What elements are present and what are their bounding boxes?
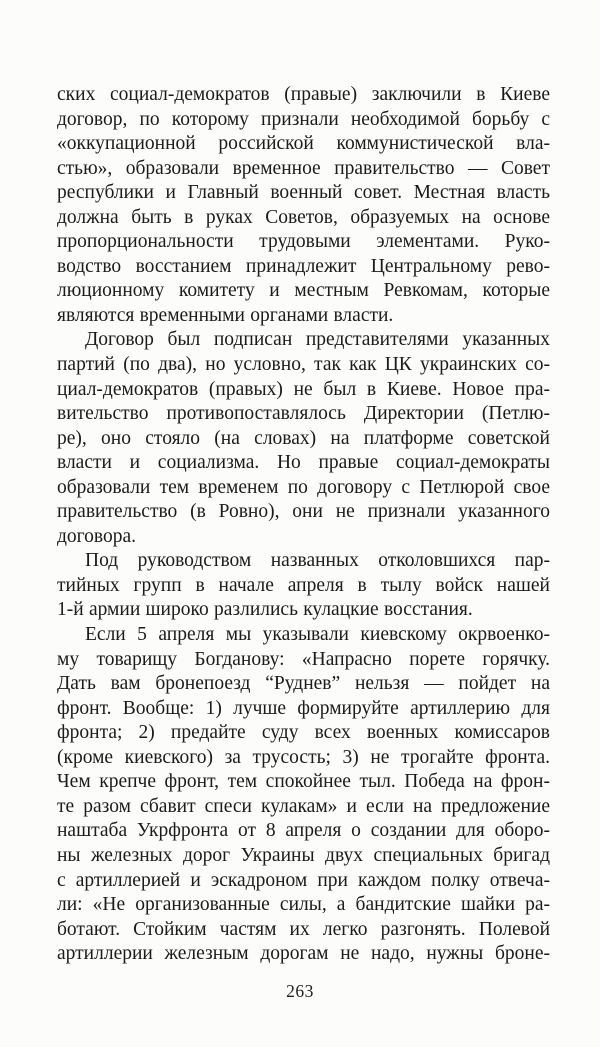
text-line: те разом сбавит спеси кулакам» и если на предложение: [57, 795, 550, 817]
paragraph: [57, 328, 550, 549]
text-line: с артиллерией и эскадроном при каждом полку отвеча-: [57, 869, 550, 891]
text-line: (кроме киевского) за трусость; 3) не трогайте фронта.: [57, 746, 550, 768]
text-line: партий (по два), но условно, так как ЦК украинских со-: [57, 354, 550, 376]
text-line: должна быть в руках Советов, образуемых на основе: [57, 206, 550, 228]
text-line: ских социал-демократов (правые) заключили в Киеве: [57, 84, 550, 105]
page-number: 263: [286, 981, 314, 1001]
text-line: договор, по которому признали необходимой борьбу с: [57, 108, 550, 130]
text-line: власти и социализма. Но правые социал-демократы: [57, 452, 550, 474]
text-line: наштаба Укрфронта от 8 апреля о создании для оборо-: [57, 820, 550, 842]
text-line: циал-демократов (правых) не был в Киеве. Новое пра-: [57, 378, 550, 400]
text-line: Чем крепче фронт, тем спокойнее тыл. Победа на фрон-: [57, 771, 550, 793]
text-line: вительство противопоставлялось Директории (Петлю-: [57, 403, 550, 425]
text-line: стью», образовали временное правительство — Совет: [57, 157, 550, 179]
text-line: тийных групп в начале апреля в тылу войск нашей: [57, 574, 550, 596]
text-line: артиллерии железным дорогам не надо, нужны броне-: [57, 943, 550, 965]
text-line: пропорциональности трудовыми элементами. Руко-: [57, 231, 550, 253]
text-line: му товарищу Богданову: «Напрасно порете горячку.: [57, 648, 550, 670]
text-line: «оккупационной российской коммунистической вла-: [57, 133, 550, 155]
text-line: Договор был подписан представителями указанных: [85, 329, 550, 351]
text-line: правительство (в Ровно), они не признали указанного: [57, 501, 550, 523]
paragraph: [57, 83, 550, 328]
text-line: республики и Главный военный совет. Местная власть: [57, 182, 550, 204]
text-line: Дать вам бронепоезд “Руднев” нельзя — пойдет на: [57, 673, 550, 695]
text-line: ны железных дорог Украины двух специальных бригад: [57, 844, 550, 866]
text-line: являются временными органами власти.: [57, 304, 394, 326]
text-line: фронта; 2) предайте суду всех военных комиссаров: [57, 722, 550, 744]
paragraph: [57, 623, 550, 967]
text-line: ли: «Не организованные силы, а бандитские шайки ра-: [57, 894, 550, 916]
text-line: Под руководством названных отколовшихся пар-: [85, 550, 550, 572]
text-line: образовали тем временем по договору с Петлюрой свое: [57, 476, 550, 498]
text-line: ботают. Стойким частям их легко разгонять. Полевой: [57, 918, 550, 940]
text-line: Если 5 апреля мы указывали киевскому окрвоенко-: [85, 624, 550, 646]
text-line: люционному комитету и местным Ревкомам, которые: [57, 280, 550, 302]
text-line: водство восстанием принадлежит Центральному рево-: [57, 255, 550, 277]
text-line: договора.: [57, 525, 137, 547]
paragraph: [57, 549, 550, 623]
text-line: 1-й армии широко разлились кулацкие восстания.: [57, 599, 473, 621]
text-line: ре), оно стояло (на словах) на платформе советской: [57, 427, 550, 449]
page-text-block: [57, 83, 550, 967]
text-line: фронт. Вообще: 1) лучше формируйте артиллерию для: [57, 697, 550, 719]
